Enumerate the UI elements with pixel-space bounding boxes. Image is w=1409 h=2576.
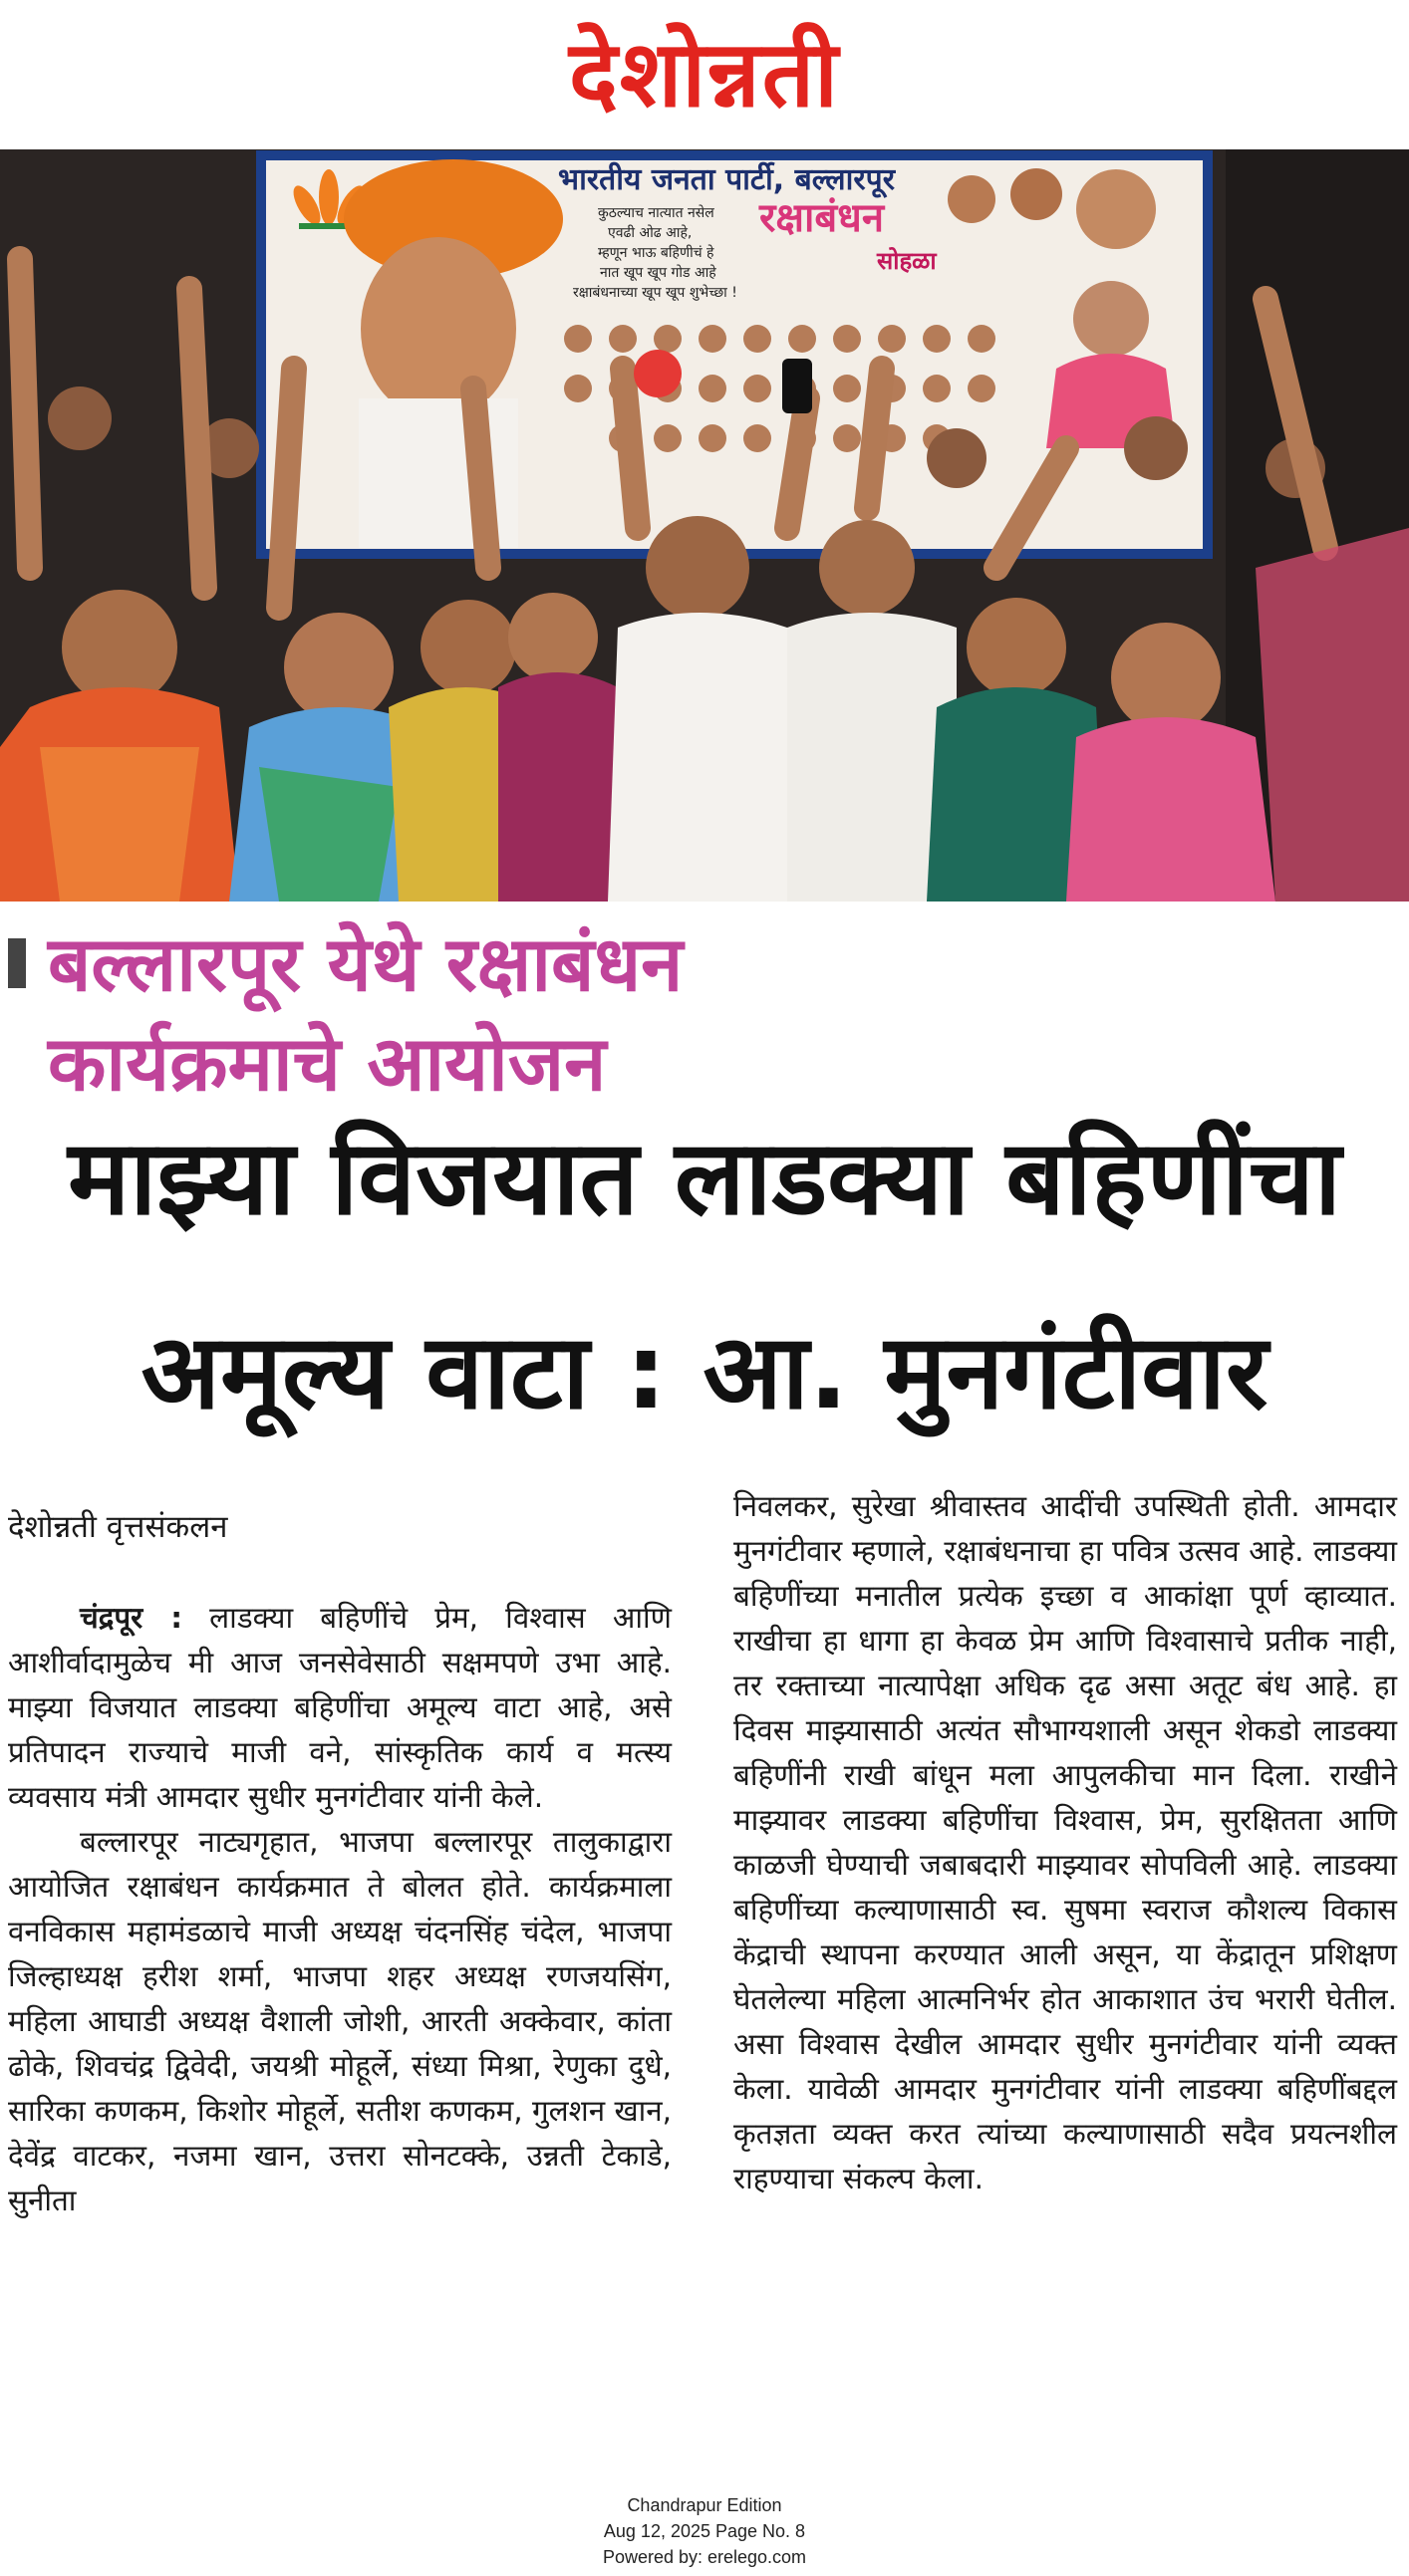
powered-by-label: Powered by: erelego.com (602, 2547, 807, 2567)
banner-line-3: म्हणून भाऊ बहिणीचं हे (598, 245, 714, 261)
banner-line-5: रक्षाबंधनाच्या खूप खूप शुभेच्छा ! (573, 285, 737, 301)
newspaper-logo: देशोन्नती (569, 21, 840, 128)
event-banner (261, 155, 1208, 554)
banner-line-4: नात खूप खूप गोड आहे (600, 265, 716, 281)
date-page-label: Aug 12, 2025 Page No. 8 (603, 2521, 806, 2541)
article-paragraph-1 (8, 1596, 672, 1820)
kicker-bar (8, 938, 26, 988)
paragraph-1-text: लाडक्या बहिणींचे प्रेम, विश्वास आणि आशीर्वादामुळेच मी आज जनसेवेसाठी सक्षमपणे उभा आहे. माझ्या विजयात लाडक्या बहिणींचा अमूल्य वाटा आहे, असे प्रतिपादन राज्याचे माजी वने, सांस्कृतिक कार्य व मत्स्य व्यवसाय मंत्री आमदार सुधीर मुनगंटीवार यांनी केले. (8, 1601, 672, 1814)
banner-line-2: एवढी ओढ आहे, (608, 225, 693, 241)
kicker-line-1: बल्लारपूर येथे रक्षाबंधन (48, 919, 684, 1008)
kicker (0, 919, 1409, 1116)
event-photo-illustration (0, 149, 1409, 902)
page-footer (0, 2492, 1409, 2570)
banner-party-text: भारतीय जनता पार्टी, बल्लारपूर (558, 162, 895, 197)
masthead (0, 0, 1409, 149)
kicker-line-2: कार्यक्रमाचे आयोजन (48, 1019, 607, 1108)
banner-event-title: रक्षाबंधन (759, 195, 885, 241)
article-paragraph-3: निवलकर, सुरेखा श्रीवास्तव आदींची उपस्थिती होती. आमदार मुनगंटीवार म्हणाले, रक्षाबंधनाचा हा पवित्र उत्सव आहे. लाडक्या बहिणींच्या मनातील प्रत्येक इच्छा व आकांक्षा पूर्ण व्हाव्यात. राखीचा हा धागा हा केवळ प्रेम आणि विश्वासाचे प्रतीक नाही, तर रक्ताच्या नात्यापेक्षा अधिक दृढ असा अतूट बंध आहे. हा दिवस माझ्यासाठी अत्यंत सौभाग्यशाली असून शेकडो लाडक्या बहिणींनी राखी बांधून मला आपुलकीचा मान दिला. राखीने माझ्यावर लाडक्या बहिणींचा विश्वास, प्रेम, सुरक्षितता आणि काळजी घेण्याची जबाबदारी माझ्यावर सोपविली आहे. लाडक्या बहिणींच्या कल्याणासाठी स्व. सुषमा स्वराज कौशल्य विकास केंद्राची स्थापना करण्यात आली असून, या केंद्रातून प्रशिक्षण घेतलेल्या महिला आत्मनिर्भर होत आकाशात उंच भरारी घेतील. असा विश्वास देखील आमदार सुधीर मुनगंटीवार यांनी व्यक्त केला. यावेळी आमदार मुनगंटीवार यांनी लाडक्या बहिणींबद्दल कृतज्ञता व्यक्त करत त्यांच्या कल्याणासाठी सदैव प्रयत्नशील राहण्याचा संकल्प केला. (733, 1489, 1397, 2195)
edition-label: Chandrapur Edition (627, 2495, 782, 2515)
byline: देशोन्नती वृत्तसंकलन (8, 1509, 228, 1545)
news-photo (0, 149, 1409, 902)
banner-line-1: कुठल्याच नात्यात नसेल (598, 205, 714, 221)
article-body (0, 1484, 1409, 2480)
article-column-right (733, 1484, 1397, 2201)
banner-event-subtitle: सोहळा (877, 247, 937, 275)
headline-line-2: अमूल्य वाटा : आ. मुनगंटीवार (141, 1311, 1268, 1432)
article-paragraph-2: बल्लारपूर नाट्यगृहात, भाजपा बल्लारपूर तालुकाद्वारा आयोजित रक्षाबंधन कार्यक्रमात ते बोलत होते. कार्यक्रमाला वनविकास महामंडळाचे माजी अध्यक्ष चंदनसिंह चंदेल, भाजपा जिल्हाध्यक्ष हरीश शर्मा, भाजपा शहर अध्यक्ष रणजयसिंग, महिला आघाडी अध्यक्ष वैशाली जोशी, आरती अक्केवार, कांता ढोके, शिवचंद्र द्विवेदी, जयश्री मोहूर्ले, संध्या मिश्रा, रेणुका दुधे, सारिका कणकम, किशोर मोहूर्ले, सतीश कणकम, गुलशन खान, देवेंद्र वाटकर, नजमा खान, उत्तरा सोनटक्के, उन्नती टेकाडे, सुनीता (8, 1825, 672, 2217)
dateline: चंद्रपूर : (80, 1601, 183, 1635)
headline-line-1: माझ्या विजयात लाडक्या बहिणींचा (68, 1117, 1341, 1238)
article-column-left (8, 1484, 672, 2223)
